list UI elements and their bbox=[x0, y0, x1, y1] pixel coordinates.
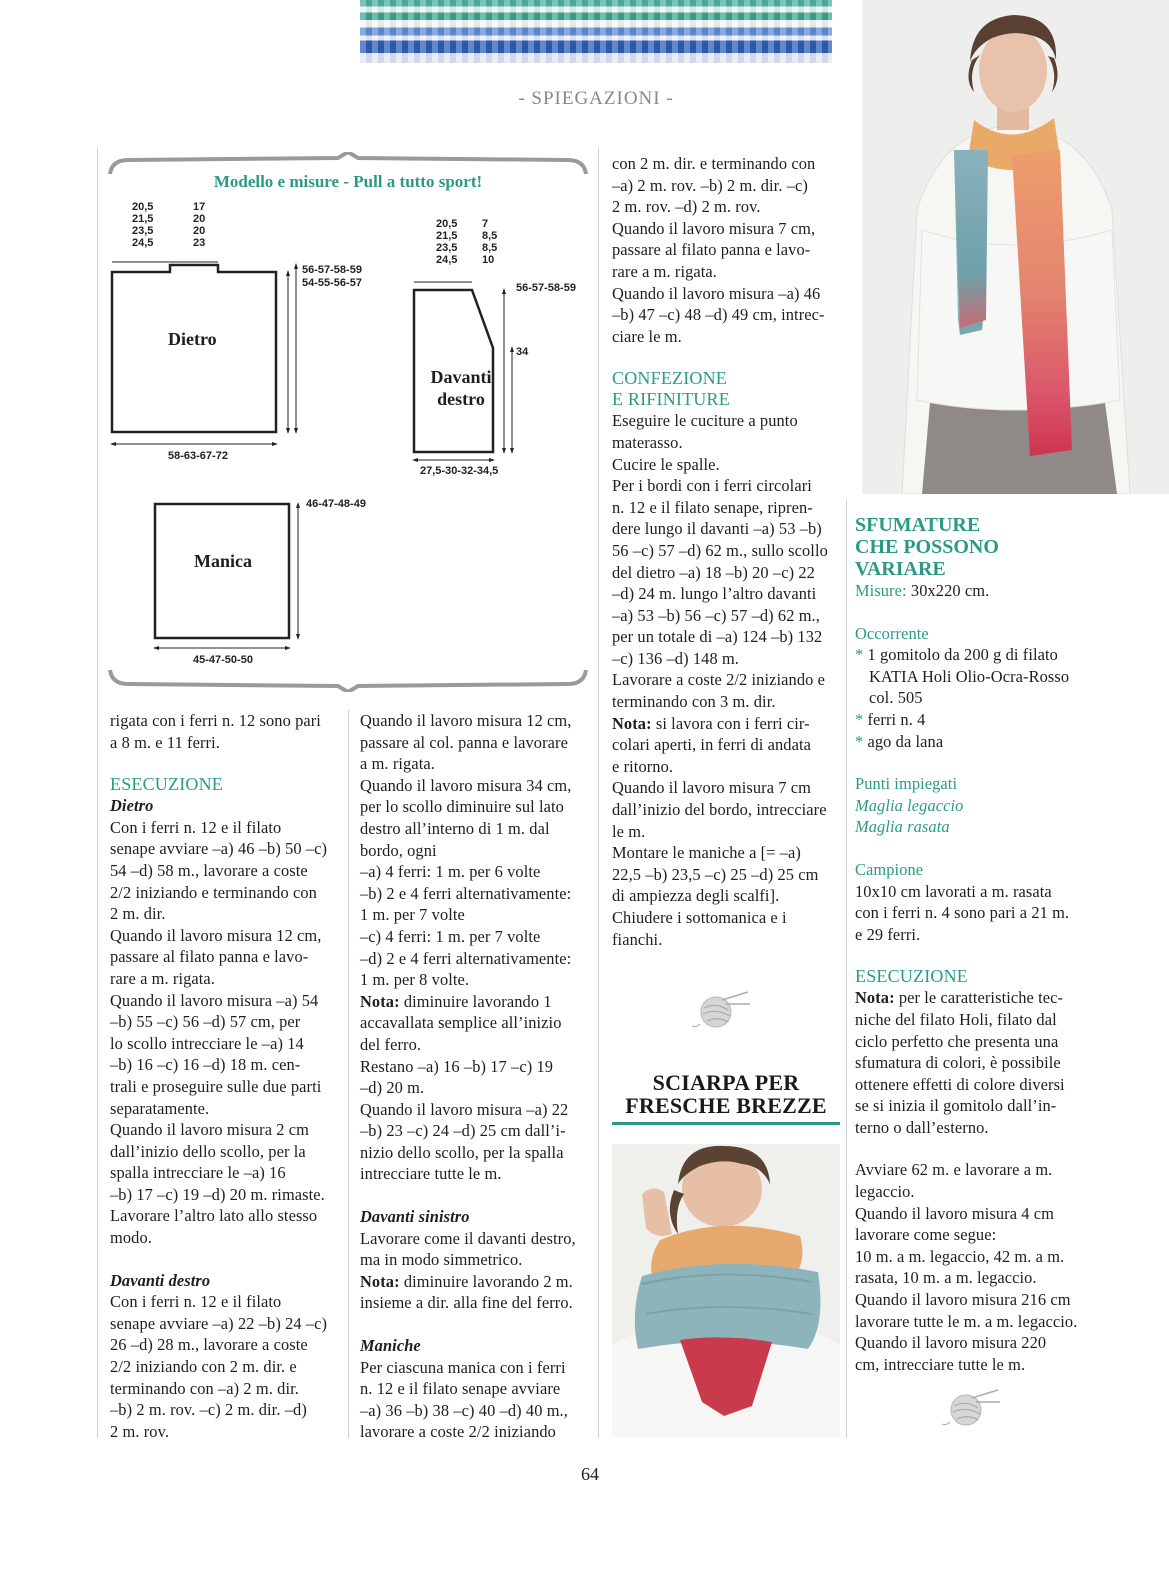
punti-heading: Punti impiegati bbox=[855, 774, 958, 794]
dietro-width: 58-63-67-72 bbox=[168, 450, 228, 462]
manica-label: Manica bbox=[194, 551, 252, 571]
davanti-top-sizes: 20,5 21,5 23,5 24,5 bbox=[436, 218, 458, 266]
column-1: rigata con i ferri n. 12 sono pari a 8 m. e 11 ferri. ESECUZIONE Dietro Con i ferri n. 12 e il filato senape avviare –a) 46 –b) 50 –c) 54 –d) 58 m., lavorare a coste 2/2 iniziando e terminando con 2 m. dir. Quando il lavoro misura 12 cm, passare al filato panna e lavo- rare a m. rigata. Quando il lavoro misura –a) 54 –b) 55 –c) 56 –d) 57 cm, per lo scollo intrecciare le –a) 14 –b) 16 –c) 16 –d) 18 m. cen- trali e proseguire sulle due parti separatamente. Quando il lavoro misura 2 cm dall’inizio dello scollo, per la spalla intrecciare le –a) 16 –b) 17 –c) 19 –d) 20 m. rimaste. Lavorare l’altro lato allo stesso modo. Davanti destro Con i ferri n. 12 e il filato senape avviare –a) 22 –b) 24 –c) 26 –d) 28 m., lavorare a coste 2/2 iniziando con 2 m. dir. e terminando con –a) 2 m. dir. –b) 2 m. rov. –c) 2 m. dir. –d) 2 m. rov. bbox=[110, 710, 338, 1442]
dietro-heading: Dietro bbox=[110, 796, 154, 816]
diagram-frame bbox=[108, 152, 588, 692]
confezione-heading: CONFEZIONE bbox=[612, 368, 727, 389]
esecuzione-heading: ESECUZIONE bbox=[110, 774, 223, 795]
scarf-closeup-illustration bbox=[612, 1144, 840, 1437]
diagram-title: Modello e misure - Pull a tutto sport! bbox=[213, 172, 483, 191]
measurement-diagram bbox=[108, 152, 588, 692]
knit-stripe-photo bbox=[360, 0, 832, 63]
column-rule bbox=[97, 148, 98, 1438]
scarf-closeup-photo bbox=[612, 1144, 840, 1437]
dietro-height-a: 56-57-58-59 bbox=[302, 264, 362, 276]
occorrente-heading: Occorrente bbox=[855, 623, 929, 643]
maniche-heading: Maniche bbox=[360, 1336, 421, 1356]
column-3: con 2 m. dir. e terminando con –a) 2 m. rov. –b) 2 m. dir. –c) 2 m. rov. –d) 2 m. rov. Quando il lavoro misura 7 cm, passare al filato panna e lavo- rare a m. rigata. Quando il lavoro misura –a) 46 –b) 47 –c) 48 –d) 49 cm, intrec- ciare le m. CONFEZIONE E RIFINITURE Eseguire le cuciture a punto materasso. Cucire le spalle. Per i bordi con i ferri circolari n. 12 e il filato senape, ripren- dere lungo il davanti –a) 53 –b) 56 –c) 57 –d) 62 m., sullo scollo del dietro –a) 18 –b) 20 –c) 22 –d) 24 m. lungo l’altro davanti –a) 53 –b) 56 –c) 57 –d) 62 m., per un totale di –a) 124 –b) 132 –c) 136 –d) 148 m. Lavorare a coste 2/2 iniziando e terminando con 3 m. dir. Nota: si lavora con i ferri cir- colari aperti, in ferri di andata e ritorno. Quando il lavoro misura 7 cm dall’inizio del bordo, intrecciare le m. Montare le maniche a [= –a) 22,5 –b) 23,5 –c) 25 –d) 25 cm di ampiezza degli scalfi]. Chiudere i sottomanica e i fianchi. bbox=[612, 153, 842, 950]
davanti-label: Davanti destro bbox=[430, 367, 492, 409]
dietro-label: Dietro bbox=[168, 329, 217, 349]
scarf-model-illustration bbox=[862, 0, 1169, 494]
yarn-ball-icon bbox=[942, 1388, 1002, 1428]
column-2: Quando il lavoro misura 12 cm, passare al col. panna e lavorare a m. rigata. Quando il lavoro misura 34 cm, per lo scollo diminuire sul lato destro all’interno di 1 m. dal bordo, ogni –a) 4 ferri: 1 m. per 6 volte –b) 2 e 4 ferri alternativamente: 1 m. per 7 volte –c) 4 ferri: 1 m. per 7 volte –d) 2 e 4 ferri alternativamente: 1 m. per 8 volte. Nota: diminuire lavorando 1 accavallata semplice all’inizio del ferro. Restano –a) 16 –b) 17 –c) 19 –d) 20 m. Quando il lavoro misura –a) 22 –b) 23 –c) 24 –d) 25 cm dall’i- nizio dello scollo, per la spalla intrecciare tutte le m. Davanti sinistro Lavorare come il davanti destro, ma in modo simmetrico. Nota: diminuire lavorando 2 m. insieme a dir. alla fine del ferro. Maniche Per ciascuna manica con i ferri n. 12 e il filato senape avviare –a) 36 –b) 38 –c) 40 –d) 40 m., lavorare a coste 2/2 iniziando bbox=[360, 710, 590, 1443]
davanti-neck-sizes: 7 8,5 8,5 10 bbox=[482, 218, 498, 266]
scarf-model-photo bbox=[862, 0, 1169, 494]
dietro-top-sizes: 20,5 21,5 23,5 24,5 bbox=[132, 201, 154, 249]
davanti-width: 27,5-30-32-34,5 bbox=[420, 465, 499, 477]
davanti-height: 56-57-58-59 bbox=[516, 282, 576, 294]
esecuzione-heading-right: ESECUZIONE bbox=[855, 966, 968, 987]
title-underline bbox=[612, 1122, 840, 1125]
manica-width: 45-47-50-50 bbox=[193, 654, 253, 666]
column-rule bbox=[598, 148, 599, 1438]
page-number: 64 bbox=[581, 1464, 599, 1484]
davanti-neck-depth: 34 bbox=[516, 346, 529, 358]
davanti-sinistro-heading: Davanti sinistro bbox=[360, 1207, 470, 1227]
campione-heading: Campione bbox=[855, 859, 924, 879]
dietro-neck-sizes: 17 20 20 23 bbox=[193, 201, 206, 249]
column-rule bbox=[846, 500, 847, 1438]
dietro-height-b: 54-55-56-57 bbox=[302, 277, 362, 289]
rifiniture-heading: E RIFINITURE bbox=[612, 389, 730, 410]
section-label: - SPIEGAZIONI - bbox=[518, 88, 674, 109]
column-rule bbox=[348, 710, 349, 1438]
scarf-title-right: SFUMATURE CHE POSSONO VARIARE bbox=[855, 514, 999, 580]
manica-height: 46-47-48-49 bbox=[306, 498, 366, 510]
yarn-ball-icon bbox=[692, 990, 752, 1030]
davanti-destro-heading: Davanti destro bbox=[110, 1270, 211, 1290]
column-4: Misure: 30x220 cm. Occorrente * 1 gomitolo da 200 g di filato KATIA Holi Olio-Ocra-Rosso col. 505 * ferri n. 4 * ago da lana Punti impiegati Maglia legaccio Maglia rasata Campione 10x10 cm lavorati a m. rasata con i ferri n. 4 sono pari a 21 m. e 29 ferri. ESECUZIONE Nota: per le caratteristiche tec- niche del filato Holi, filato dal ciclo perfetto che presenta una sfumatura di colori, è possibile ottenere effetti di colore diversi se si inizia il gomitolo dall’in- terno o dall’esterno. Avviare 62 m. e lavorare a m. legaccio. Quando il lavoro misura 4 cm lavorare come segue: 10 m. a m. legaccio, 42 m. a m. rasata, 10 m. a m. legaccio. Quando il lavoro misura 216 cm lavorare tutte le m. a m. legaccio. Quando il lavoro misura 220 cm, intrecciare tutte le m. bbox=[855, 580, 1087, 1375]
scarf-title: SCIARPA PER FRESCHE BREZZE bbox=[625, 1070, 827, 1118]
